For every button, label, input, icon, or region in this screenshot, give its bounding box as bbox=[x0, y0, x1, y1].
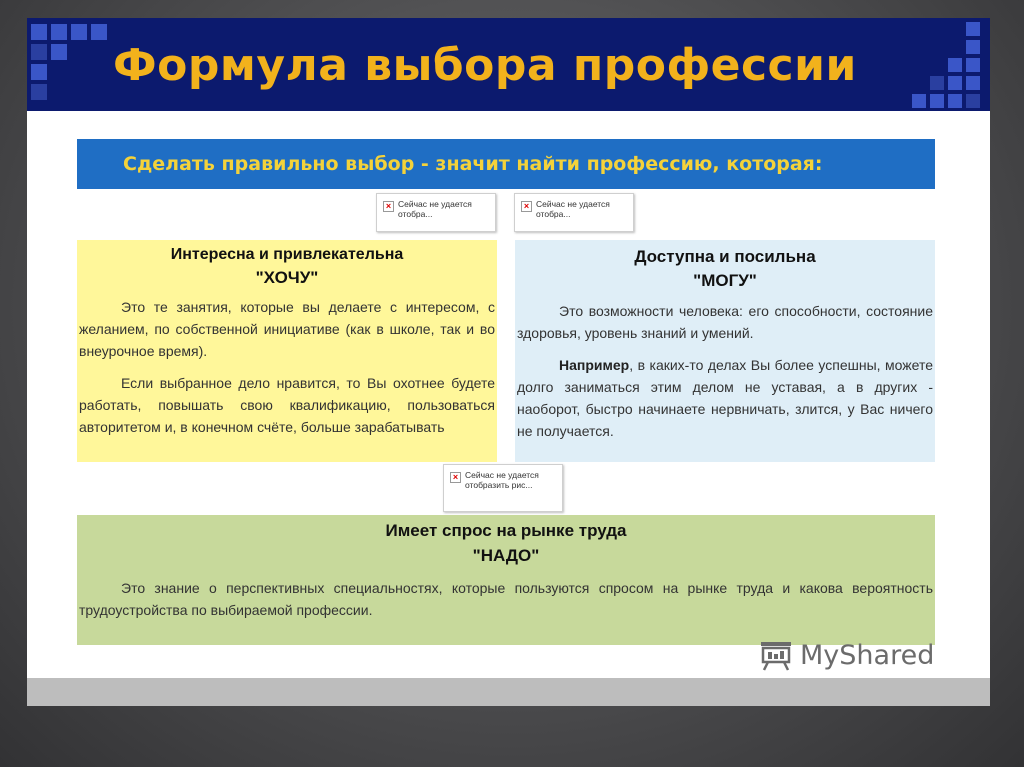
decor-square bbox=[51, 24, 67, 40]
decor-square bbox=[948, 58, 962, 72]
can-example-text: , в каких-то делах Вы более успешны, можете долго заниматься этим делом не уставая, а в других - наоборот, быстро начинаете нервничать, злится, у Вас ничего не получается. bbox=[517, 357, 933, 439]
broken-image-icon: × bbox=[521, 201, 532, 212]
decor-square bbox=[966, 94, 980, 108]
can-paragraph-2 bbox=[517, 354, 933, 442]
broken-image-icon: × bbox=[383, 201, 394, 212]
can-keyword: "МОГУ" bbox=[693, 271, 757, 290]
decor-square bbox=[966, 40, 980, 54]
decor-square bbox=[948, 76, 962, 90]
broken-image-placeholder bbox=[443, 464, 563, 512]
want-paragraph-1: Это те занятия, которые вы делаете с интересом, с желанием, по собственной инициативе (как в школе, так и во внеурочное время). bbox=[79, 299, 495, 359]
need-paragraph-1: Это знание о перспективных специальностях, которые пользуются спросом на рынке труда и какова вероятность трудоустройства по выбираемой профессии. bbox=[79, 580, 933, 618]
decor-square bbox=[930, 76, 944, 90]
want-heading: Интересна и привлекательна bbox=[170, 246, 404, 263]
can-example-label: Например bbox=[559, 357, 630, 373]
need-keyword: "НАДО" bbox=[472, 546, 540, 565]
broken-image-placeholder bbox=[376, 193, 496, 232]
title-header bbox=[27, 18, 990, 111]
want-panel bbox=[77, 240, 497, 462]
subtitle-text: Сделать правильно выбор - значит найти профессию, которая: bbox=[123, 153, 823, 175]
can-heading: Доступна и посильна bbox=[634, 247, 816, 266]
need-heading: Имеет спрос на рынке труда bbox=[385, 521, 627, 540]
decor-square bbox=[912, 94, 926, 108]
need-panel bbox=[77, 515, 935, 645]
decor-square bbox=[71, 24, 87, 40]
myshared-watermark bbox=[758, 640, 935, 672]
decor-square bbox=[51, 44, 67, 60]
myshared-logo-icon bbox=[758, 640, 796, 672]
decor-square bbox=[948, 94, 962, 108]
decor-square bbox=[966, 58, 980, 72]
decor-square bbox=[31, 24, 47, 40]
decor-square bbox=[930, 94, 944, 108]
broken-image-placeholder bbox=[514, 193, 634, 232]
can-paragraph-1: Это возможности человека: его способности, состояние здоровья, уровень знаний и умений. bbox=[517, 303, 933, 341]
decor-square bbox=[31, 64, 47, 80]
broken-image-text: Сейчас не удается отобразить рис... bbox=[465, 470, 539, 490]
broken-image-text: Сейчас не удается отобра... bbox=[536, 199, 610, 219]
want-paragraph-2: Если выбранное дело нравится, то Вы охотнее будете работать, повышать свою квалификацию, пользоваться авторитетом и, в конечном счёте, больше зарабатывать bbox=[79, 375, 495, 435]
myshared-text: MyShared bbox=[800, 640, 935, 671]
subtitle-bar bbox=[77, 139, 935, 189]
broken-image-icon: × bbox=[450, 472, 461, 483]
broken-image-text: Сейчас не удается отобра... bbox=[398, 199, 472, 219]
decor-square bbox=[31, 84, 47, 100]
page-title: Формула выбора профессии bbox=[113, 40, 857, 91]
decor-square bbox=[31, 44, 47, 60]
can-panel bbox=[515, 240, 935, 462]
slide bbox=[27, 18, 990, 706]
decor-square bbox=[91, 24, 107, 40]
footer-band bbox=[27, 678, 990, 706]
decor-square bbox=[966, 76, 980, 90]
want-keyword: "ХОЧУ" bbox=[255, 268, 319, 287]
decor-square bbox=[966, 22, 980, 36]
